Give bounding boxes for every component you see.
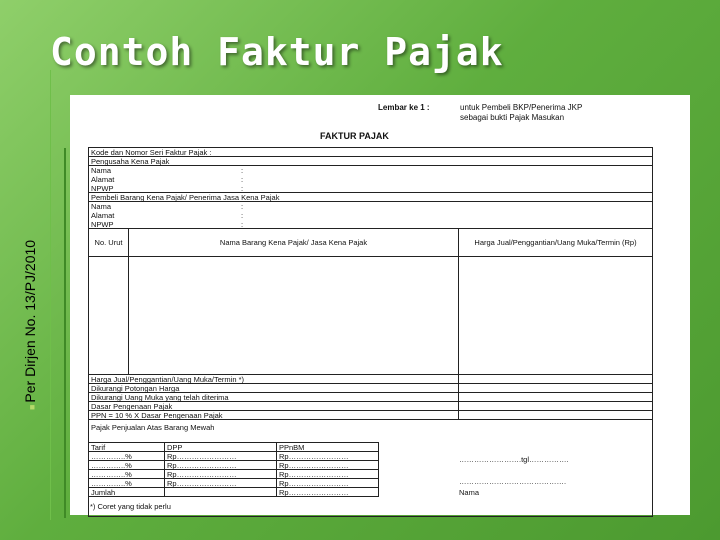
col-harga-cell xyxy=(459,257,652,374)
tarif-cell: …………..% xyxy=(89,452,165,460)
buyer-nama-label: Nama xyxy=(91,202,112,211)
lembar-label: Lembar ke 1 : xyxy=(378,103,430,112)
seller-nama-row xyxy=(89,166,652,175)
table-row xyxy=(89,488,379,497)
ppnbm-section xyxy=(89,420,652,516)
seller-npwp-label: NPWP xyxy=(91,184,114,193)
kode-row xyxy=(89,148,652,157)
items-header xyxy=(89,229,652,257)
sum-value xyxy=(459,393,652,401)
ppnbm-cell: Rp…………………… xyxy=(277,461,379,469)
tarif-cell: …………..% xyxy=(89,470,165,478)
lembar-block xyxy=(378,103,583,122)
ppnbm-table xyxy=(89,442,379,497)
document-title: FAKTUR PAJAK xyxy=(320,131,389,141)
tarif-header: Tarif xyxy=(89,443,165,451)
sum-row xyxy=(89,375,652,384)
seller-nama-label: Nama xyxy=(91,166,112,175)
sum-label: Dasar Pengenaan Pajak xyxy=(89,402,459,410)
table-row xyxy=(89,479,379,488)
buyer-npwp-row xyxy=(89,220,652,229)
sign-place-date: …………………….tgl……………. xyxy=(459,455,569,464)
sum-label: Harga Jual/Penggantian/Uang Muka/Termin *) xyxy=(89,375,459,383)
colon: : xyxy=(241,211,244,220)
faktur-pajak-document xyxy=(70,95,690,515)
colon: : xyxy=(241,175,244,184)
dpp-cell: Rp…………………… xyxy=(165,461,277,469)
table-row xyxy=(89,470,379,479)
invoice-form xyxy=(88,147,653,517)
sum-row xyxy=(89,411,652,420)
pembeli-label: Pembeli Barang Kena Pajak/ Penerima Jasa Kena Pajak xyxy=(91,193,280,202)
decorative-line xyxy=(50,70,51,520)
decorative-line-dark xyxy=(64,148,66,518)
dpp-cell: Rp…………………… xyxy=(165,452,277,460)
ppnbm-cell: Rp…………………… xyxy=(277,488,379,496)
ppnbm-cell: Rp…………………… xyxy=(277,470,379,478)
sign-nama-label: Nama xyxy=(459,488,480,497)
dpp-cell: Rp…………………… xyxy=(165,470,277,478)
sum-value xyxy=(459,402,652,410)
col-nama-cell xyxy=(129,257,459,374)
sum-label: Dikurangi Potongan Harga xyxy=(89,384,459,392)
table-row xyxy=(89,461,379,470)
tarif-cell: …………..% xyxy=(89,461,165,469)
col-harga-header: Harga Jual/Penggantian/Uang Muka/Termin (Rp) xyxy=(474,238,637,247)
jumlah-cell: Jumlah xyxy=(89,488,165,496)
sum-row xyxy=(89,384,652,393)
colon: : xyxy=(241,166,244,175)
lembar-desc-1: untuk Pembeli BKP/Penerima JKP xyxy=(460,103,583,112)
col-no-cell xyxy=(89,257,129,374)
ppnbm-header-row xyxy=(89,443,379,452)
sum-label: PPN = 10 % X Dasar Pengenaan Pajak xyxy=(89,411,459,419)
col-nama-header: Nama Barang Kena Pajak/ Jasa Kena Pajak xyxy=(129,229,459,256)
sign-line: ……………………………………. xyxy=(459,477,567,486)
table-row xyxy=(89,452,379,461)
sum-label: Dikurangi Uang Muka yang telah diterima xyxy=(89,393,459,401)
buyer-alamat-label: Alamat xyxy=(91,211,115,220)
footnote: *) Coret yang tidak perlu xyxy=(90,502,171,511)
bullet-icon: ■ xyxy=(27,404,37,410)
colon: : xyxy=(241,184,244,193)
pengusaha-row xyxy=(89,157,652,166)
ppnbm-cell: Rp…………………… xyxy=(277,479,379,487)
tarif-cell: …………..% xyxy=(89,479,165,487)
items-body xyxy=(89,257,652,375)
pengusaha-label: Pengusaha Kena Pajak xyxy=(91,157,170,166)
sum-row xyxy=(89,402,652,411)
lembar-desc xyxy=(460,103,660,123)
side-label-text: Per Dirjen No. 13/PJ/2010 xyxy=(22,239,38,403)
pembeli-row xyxy=(89,193,652,202)
seller-alamat-label: Alamat xyxy=(91,175,115,184)
side-label xyxy=(22,210,42,410)
sum-row xyxy=(89,393,652,402)
buyer-nama-row xyxy=(89,202,652,211)
ppnbm-header: PPnBM xyxy=(277,443,379,451)
seller-alamat-row xyxy=(89,175,652,184)
dpp-header: DPP xyxy=(165,443,277,451)
col-no-header: No. Urut xyxy=(89,229,129,256)
colon: : xyxy=(241,220,244,229)
ppnbm-title: Pajak Penjualan Atas Barang Mewah xyxy=(91,423,215,432)
buyer-alamat-row xyxy=(89,211,652,220)
sum-value xyxy=(459,384,652,392)
kode-label: Kode dan Nomor Seri Faktur Pajak : xyxy=(91,148,212,157)
sum-value xyxy=(459,375,652,383)
slide-title: Contoh Faktur Pajak xyxy=(50,30,504,74)
seller-npwp-row xyxy=(89,184,652,193)
lembar-desc-2: sebagai bukti Pajak Masukan xyxy=(460,113,565,122)
dpp-cell xyxy=(165,488,277,496)
buyer-npwp-label: NPWP xyxy=(91,220,114,229)
ppnbm-cell: Rp…………………… xyxy=(277,452,379,460)
signature-block xyxy=(459,454,569,498)
dpp-cell: Rp…………………… xyxy=(165,479,277,487)
sum-value xyxy=(459,411,652,419)
colon: : xyxy=(241,202,244,211)
